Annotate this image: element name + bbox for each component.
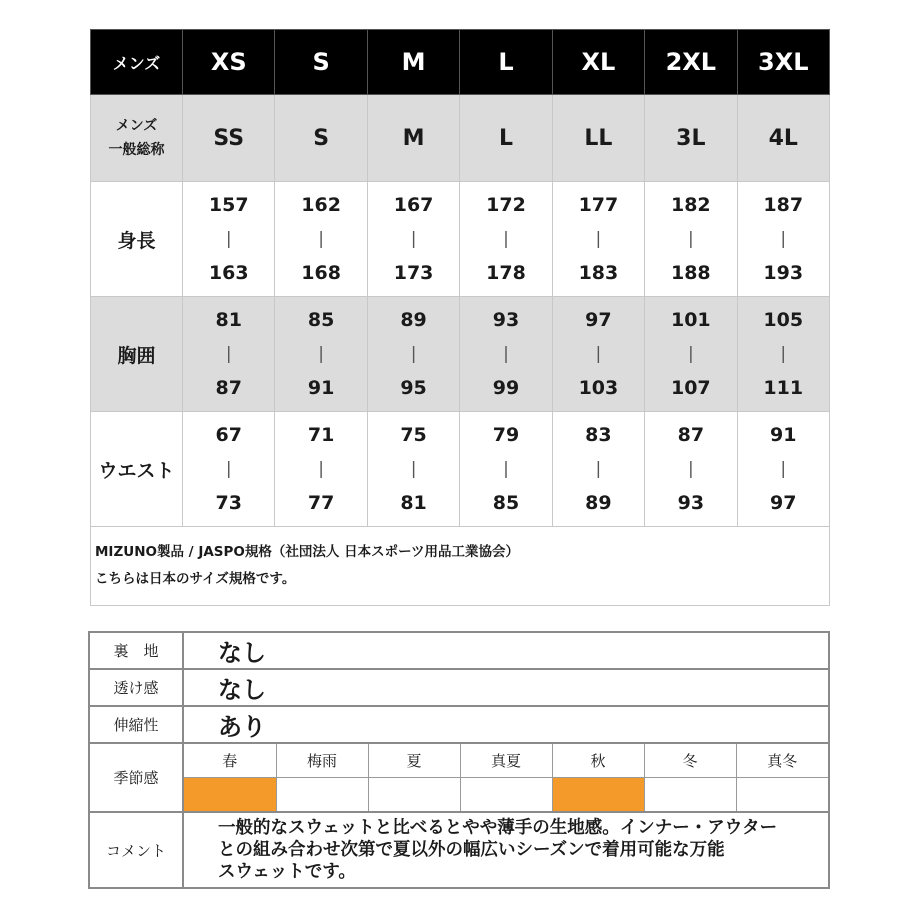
range-min: 71 [307,424,335,446]
season-grid [184,744,828,811]
general-size-cell: LL [552,95,644,182]
season-mark-active [184,778,276,812]
measurement-range [183,418,274,520]
spec-row-sheer [89,669,829,706]
range-separator: | [225,459,232,479]
range-max: 188 [670,262,711,284]
range-separator: | [503,344,509,364]
comment-label: コメント [89,812,183,888]
season-mark-empty [644,778,736,812]
range-max: 89 [585,492,612,514]
measurement-label: ウエスト [91,412,183,527]
range-separator: | [780,229,787,249]
size-header-cell: XS [183,30,275,95]
measurement-cell [645,412,737,527]
general-size-label-line2: 一般総称 [108,142,165,158]
range-max: 193 [763,262,804,284]
range-min: 177 [578,194,619,216]
range-separator: | [687,344,694,364]
measurement-cell [367,412,459,527]
range-min: 101 [670,309,711,331]
season-name: 秋 [552,744,644,778]
measurement-cell [737,297,829,412]
size-chart-table [90,29,830,606]
range-min: 75 [400,424,427,446]
range-separator: | [595,459,602,479]
season-cell [183,743,829,812]
size-header-cell: M [367,30,459,95]
range-min: 97 [585,309,612,331]
comment-line1: 一般的なスウェットと比べるとやや薄手の生地感。インナー・アウター [218,818,778,838]
range-max: 73 [215,492,242,514]
general-size-cell: L [460,95,552,182]
measurement-cell [367,297,459,412]
general-size-cell: 4L [737,95,829,182]
range-max: 91 [307,377,335,399]
range-min: 93 [492,309,520,331]
measurement-range [738,418,829,520]
size-header-cell: S [275,30,367,95]
measurement-range [553,303,644,405]
measurement-cell [460,412,552,527]
general-size-label [91,95,183,182]
range-min: 81 [215,309,242,331]
measurement-row [91,412,830,527]
range-separator: | [410,459,417,479]
range-separator: | [780,459,787,479]
range-min: 91 [770,424,797,446]
measurement-cell [275,412,367,527]
range-max: 103 [578,377,619,399]
measurement-cell [275,297,367,412]
season-name: 梅雨 [276,744,368,778]
stretch-value: あり [183,706,829,743]
range-separator: | [318,459,324,479]
comment-line3: スウェットです。 [218,862,356,882]
measurement-row [91,297,830,412]
measurement-range [460,418,551,520]
measurement-cell [460,297,552,412]
measurement-label: 身長 [91,182,183,297]
measurement-range [738,303,829,405]
range-max: 87 [215,377,242,399]
size-note-line1: MIZUNO製品 / JASPO規格（社団法人 日本スポーツ用品工業協会） [95,544,520,560]
season-names-row [184,744,828,778]
size-header-label: メンズ [91,30,183,95]
range-min: 67 [215,424,242,446]
measurement-range [460,303,551,405]
season-name: 冬 [644,744,736,778]
general-size-label-line1: メンズ [115,118,158,134]
measurement-cell [552,297,644,412]
season-mark-empty [736,778,828,812]
measurement-cell [460,182,552,297]
general-size-row [91,95,830,182]
range-min: 167 [393,194,434,216]
measurement-range [275,418,366,520]
measurement-label: 胸囲 [91,297,183,412]
range-separator: | [410,229,417,249]
range-separator: | [595,229,602,249]
range-max: 107 [670,377,711,399]
general-size-cell: SS [183,95,275,182]
range-separator: | [780,344,787,364]
measurement-range [553,188,644,290]
range-min: 87 [677,424,705,446]
measurement-cell [645,297,737,412]
range-separator: | [687,459,694,479]
measurement-row [91,182,830,297]
size-note-row [91,527,830,606]
size-header-cell: XL [552,30,644,95]
measurement-cell [645,182,737,297]
measurement-cell [183,182,275,297]
sheer-value: なし [183,669,829,706]
range-max: 173 [393,262,434,284]
range-separator: | [225,229,232,249]
range-min: 162 [301,194,341,216]
season-name: 真夏 [460,744,552,778]
size-header-cell: 2XL [645,30,737,95]
range-separator: | [410,344,417,364]
season-marks-row [184,778,828,812]
range-min: 157 [208,194,249,216]
range-max: 77 [307,492,335,514]
size-header-row [91,30,830,95]
range-separator: | [595,344,602,364]
season-mark-empty [276,778,368,812]
range-max: 81 [400,492,427,514]
measurement-cell [183,297,275,412]
measurement-range [275,188,366,290]
lining-value: なし [183,632,829,669]
range-separator: | [687,229,694,249]
range-min: 172 [486,194,526,216]
range-max: 97 [770,492,797,514]
measurement-rows [91,182,830,527]
measurement-range [183,188,274,290]
range-max: 168 [301,262,341,284]
range-min: 89 [400,309,427,331]
general-size-cell: 3L [645,95,737,182]
spec-row-stretch [89,706,829,743]
measurement-range [553,418,644,520]
measurement-cell [367,182,459,297]
measurement-range [460,188,551,290]
comment-line2: との組み合わせ次第で夏以外の幅広いシーズンで着用可能な万能 [218,840,725,860]
size-header-cell: 3XL [737,30,829,95]
measurement-range [645,418,736,520]
measurement-range [368,418,459,520]
measurement-cell [552,182,644,297]
measurement-range [183,303,274,405]
size-note [91,527,830,606]
general-size-cell: M [367,95,459,182]
range-separator: | [503,229,509,249]
range-min: 182 [670,194,711,216]
range-max: 95 [400,377,427,399]
general-size-cell: S [275,95,367,182]
spec-row-comment [89,812,829,888]
range-max: 99 [492,377,520,399]
size-note-line2: こちらは日本のサイズ規格です。 [95,571,296,587]
range-min: 105 [763,309,804,331]
measurement-range [368,303,459,405]
measurement-cell [275,182,367,297]
season-mark-empty [460,778,552,812]
comment-text [183,812,829,888]
season-name: 真冬 [736,744,828,778]
measurement-range [275,303,366,405]
stretch-label: 伸縮性 [89,706,183,743]
measurement-range [738,188,829,290]
range-max: 111 [763,377,804,399]
range-separator: | [225,344,232,364]
range-min: 79 [492,424,520,446]
range-max: 93 [677,492,705,514]
spec-table [88,631,830,889]
range-separator: | [318,229,324,249]
measurement-cell [552,412,644,527]
measurement-range [645,303,736,405]
range-max: 183 [578,262,619,284]
range-min: 85 [307,309,335,331]
measurement-range [645,188,736,290]
season-label: 季節感 [89,743,183,812]
season-name: 春 [184,744,276,778]
measurement-cell [737,182,829,297]
measurement-range [368,188,459,290]
range-min: 83 [585,424,612,446]
season-name: 夏 [368,744,460,778]
range-separator: | [503,459,509,479]
range-max: 85 [492,492,520,514]
measurement-cell [183,412,275,527]
range-separator: | [318,344,324,364]
measurement-cell [737,412,829,527]
spec-row-season [89,743,829,812]
range-max: 178 [486,262,526,284]
sheer-label: 透け感 [89,669,183,706]
season-mark-empty [368,778,460,812]
size-header-cell: L [460,30,552,95]
range-max: 163 [208,262,249,284]
range-min: 187 [763,194,804,216]
season-mark-active [552,778,644,812]
lining-label: 裏 地 [89,632,183,669]
spec-row-lining [89,632,829,669]
